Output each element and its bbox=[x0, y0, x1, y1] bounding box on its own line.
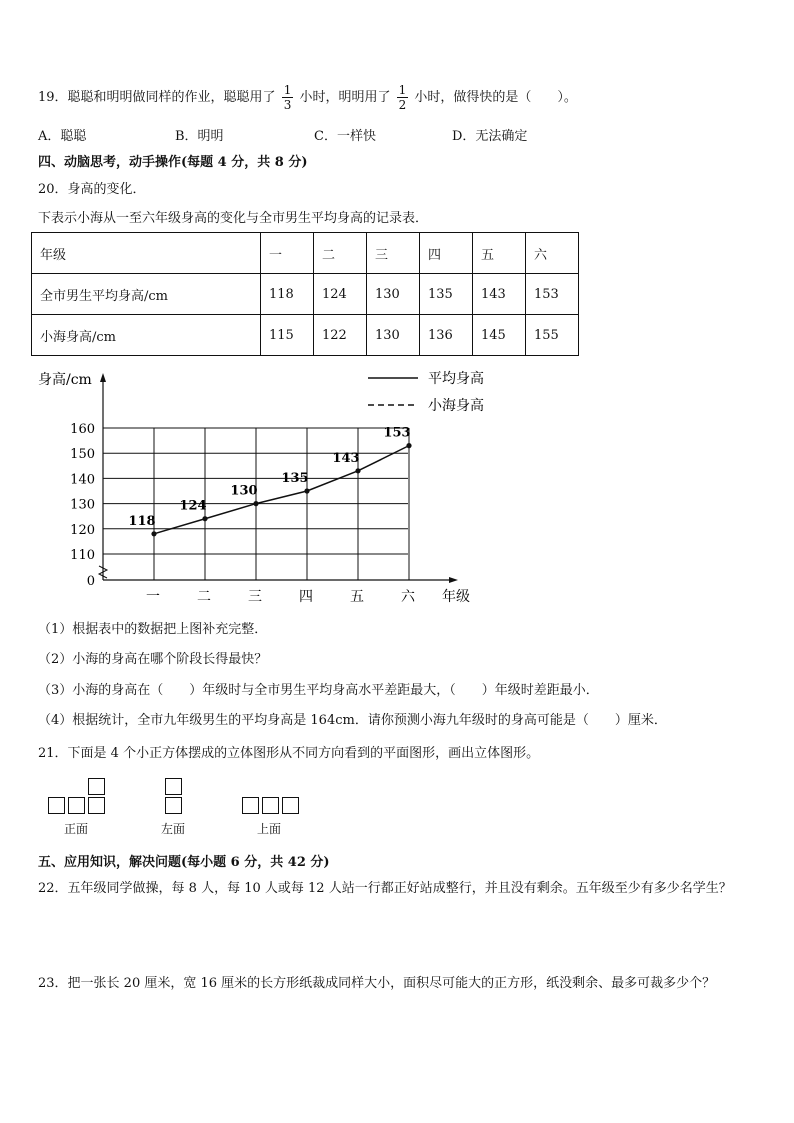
height-line-chart bbox=[0, 360, 520, 610]
data-point bbox=[406, 443, 411, 448]
y-axis-arrow bbox=[100, 373, 106, 382]
table-cell: 130 bbox=[367, 315, 420, 356]
front-view-figure bbox=[48, 778, 108, 818]
x-tick-label: 五 bbox=[350, 589, 364, 605]
q19-option-d: D．无法确定 bbox=[452, 129, 528, 144]
legend-label: 平均身高 bbox=[428, 371, 484, 387]
data-point bbox=[151, 531, 156, 536]
data-label: 143 bbox=[332, 450, 360, 466]
table-cell: 四 bbox=[420, 233, 473, 274]
table-row bbox=[32, 274, 579, 315]
y-tick-label: 130 bbox=[70, 497, 95, 513]
data-point bbox=[355, 468, 360, 473]
grid-square bbox=[165, 778, 182, 795]
data-point bbox=[304, 488, 309, 493]
fraction-one-third bbox=[282, 84, 294, 111]
fraction-one-half bbox=[397, 84, 409, 111]
axis-break-mark bbox=[99, 566, 107, 578]
x-tick-label: 二 bbox=[197, 589, 211, 605]
x-tick-label: 三 bbox=[248, 589, 262, 605]
table-cell: 年级 bbox=[32, 233, 261, 274]
q20-intro: 下表示小海从一至六年级身高的变化与全市男生平均身高的记录表． bbox=[38, 211, 429, 226]
grid-square bbox=[88, 778, 105, 795]
table-cell: 135 bbox=[420, 274, 473, 315]
table-row bbox=[32, 315, 579, 356]
table-cell: 五 bbox=[473, 233, 526, 274]
fraction-denominator: 2 bbox=[398, 98, 407, 112]
y-tick-label: 150 bbox=[70, 447, 95, 463]
table-cell: 二 bbox=[314, 233, 367, 274]
x-tick-label: 一 bbox=[146, 589, 160, 605]
table-cell: 115 bbox=[261, 315, 314, 356]
table-cell: 122 bbox=[314, 315, 367, 356]
q20-sub3: （3）小海的身高在（ ）年级时与全市男生平均身高水平差距最大，（ ）年级时差距最小． bbox=[38, 683, 599, 698]
table-cell: 143 bbox=[473, 274, 526, 315]
top-view-caption: 上面 bbox=[257, 822, 282, 836]
grid-square bbox=[165, 797, 182, 814]
data-label: 130 bbox=[230, 483, 258, 499]
data-label: 135 bbox=[281, 471, 309, 486]
table-cell: 145 bbox=[473, 315, 526, 356]
table-header-row bbox=[32, 233, 579, 274]
series-line bbox=[154, 446, 409, 534]
grid-square bbox=[282, 797, 299, 814]
data-point bbox=[253, 501, 258, 506]
data-label: 153 bbox=[383, 425, 411, 441]
left-view-figure bbox=[165, 778, 185, 818]
left-view-caption: 左面 bbox=[161, 822, 186, 836]
q19-line bbox=[38, 84, 577, 112]
fraction-numerator: 1 bbox=[283, 83, 292, 97]
q19-option-c: C．一样快 bbox=[314, 129, 376, 144]
y-tick-label: 110 bbox=[70, 548, 95, 563]
x-tick-label: 四 bbox=[299, 589, 313, 605]
y-axis-title: 身高/cm bbox=[38, 372, 92, 388]
grid-square bbox=[68, 797, 85, 814]
q20-title: 20．身高的变化． bbox=[38, 182, 146, 197]
q21-text: 21．下面是 4 个小正方体摆成的立体图形从不同方向看到的平面图形，画出立体图形。 bbox=[38, 746, 540, 761]
y-tick-label: 120 bbox=[70, 522, 95, 538]
q22-text: 22．五年级同学做操，每 8 人，每 10 人或每 12 人站一行都正好站成整行，并且没有剩余。五年级至少有多少名学生？ bbox=[38, 881, 732, 896]
data-point bbox=[202, 516, 207, 521]
table-cell: 155 bbox=[526, 315, 579, 356]
q19-option-b: B．明明 bbox=[175, 129, 224, 144]
q20-sub2: （2）小海的身高在哪个阶段长得最快？ bbox=[38, 652, 268, 667]
table-cell: 全市男生平均身高/cm bbox=[32, 274, 261, 315]
table-cell: 六 bbox=[526, 233, 579, 274]
x-tick-label: 六 bbox=[401, 589, 415, 605]
x-axis-arrow bbox=[449, 577, 458, 583]
top-view-figure bbox=[242, 797, 302, 817]
y-tick-label: 160 bbox=[70, 422, 95, 437]
grid-square bbox=[88, 797, 105, 814]
q19-text-middle: 小时，明明用了 bbox=[299, 90, 391, 105]
q19-text-before: 19．聪聪和明明做同样的作业，聪聪用了 bbox=[38, 90, 276, 105]
grid-square bbox=[48, 797, 65, 814]
legend-label: 小海身高 bbox=[428, 398, 484, 414]
fraction-numerator: 1 bbox=[398, 83, 407, 97]
section-4-heading: 四、动脑思考，动手操作(每题 4 分，共 8 分) bbox=[38, 155, 308, 170]
x-axis-title: 年级 bbox=[442, 589, 470, 605]
table-cell: 130 bbox=[367, 274, 420, 315]
grid-square bbox=[262, 797, 279, 814]
data-label: 124 bbox=[179, 498, 207, 514]
table-cell: 小海身高/cm bbox=[32, 315, 261, 356]
front-view-caption: 正面 bbox=[64, 822, 89, 836]
data-label: 118 bbox=[128, 513, 156, 529]
q19-option-a: A．聪聪 bbox=[38, 129, 87, 144]
grid-square bbox=[242, 797, 259, 814]
height-record-table bbox=[31, 232, 579, 356]
table-cell: 118 bbox=[261, 274, 314, 315]
q20-sub4: （4）根据统计，全市九年级男生的平均身高是 164cm．请你预测小海九年级时的身高可能是（ ）厘米． bbox=[38, 713, 667, 728]
y-tick-label: 0 bbox=[86, 574, 95, 589]
y-tick-label: 140 bbox=[70, 472, 95, 488]
table-cell: 153 bbox=[526, 274, 579, 315]
q19-text-after: 小时，做得快的是（ ）。 bbox=[414, 90, 577, 105]
q20-sub1: （1）根据表中的数据把上图补充完整． bbox=[38, 622, 268, 637]
table-cell: 136 bbox=[420, 315, 473, 356]
section-5-heading: 五、应用知识，解决问题(每小题 6 分，共 42 分) bbox=[38, 855, 330, 870]
q23-text: 23．把一张长 20 厘米，宽 16 厘米的长方形纸裁成同样大小，面积尽可能大的正方形，纸没剩余、最多可裁多少个？ bbox=[38, 976, 716, 991]
fraction-denominator: 3 bbox=[283, 98, 292, 112]
table-cell: 124 bbox=[314, 274, 367, 315]
table-cell: 三 bbox=[367, 233, 420, 274]
table-cell: 一 bbox=[261, 233, 314, 274]
